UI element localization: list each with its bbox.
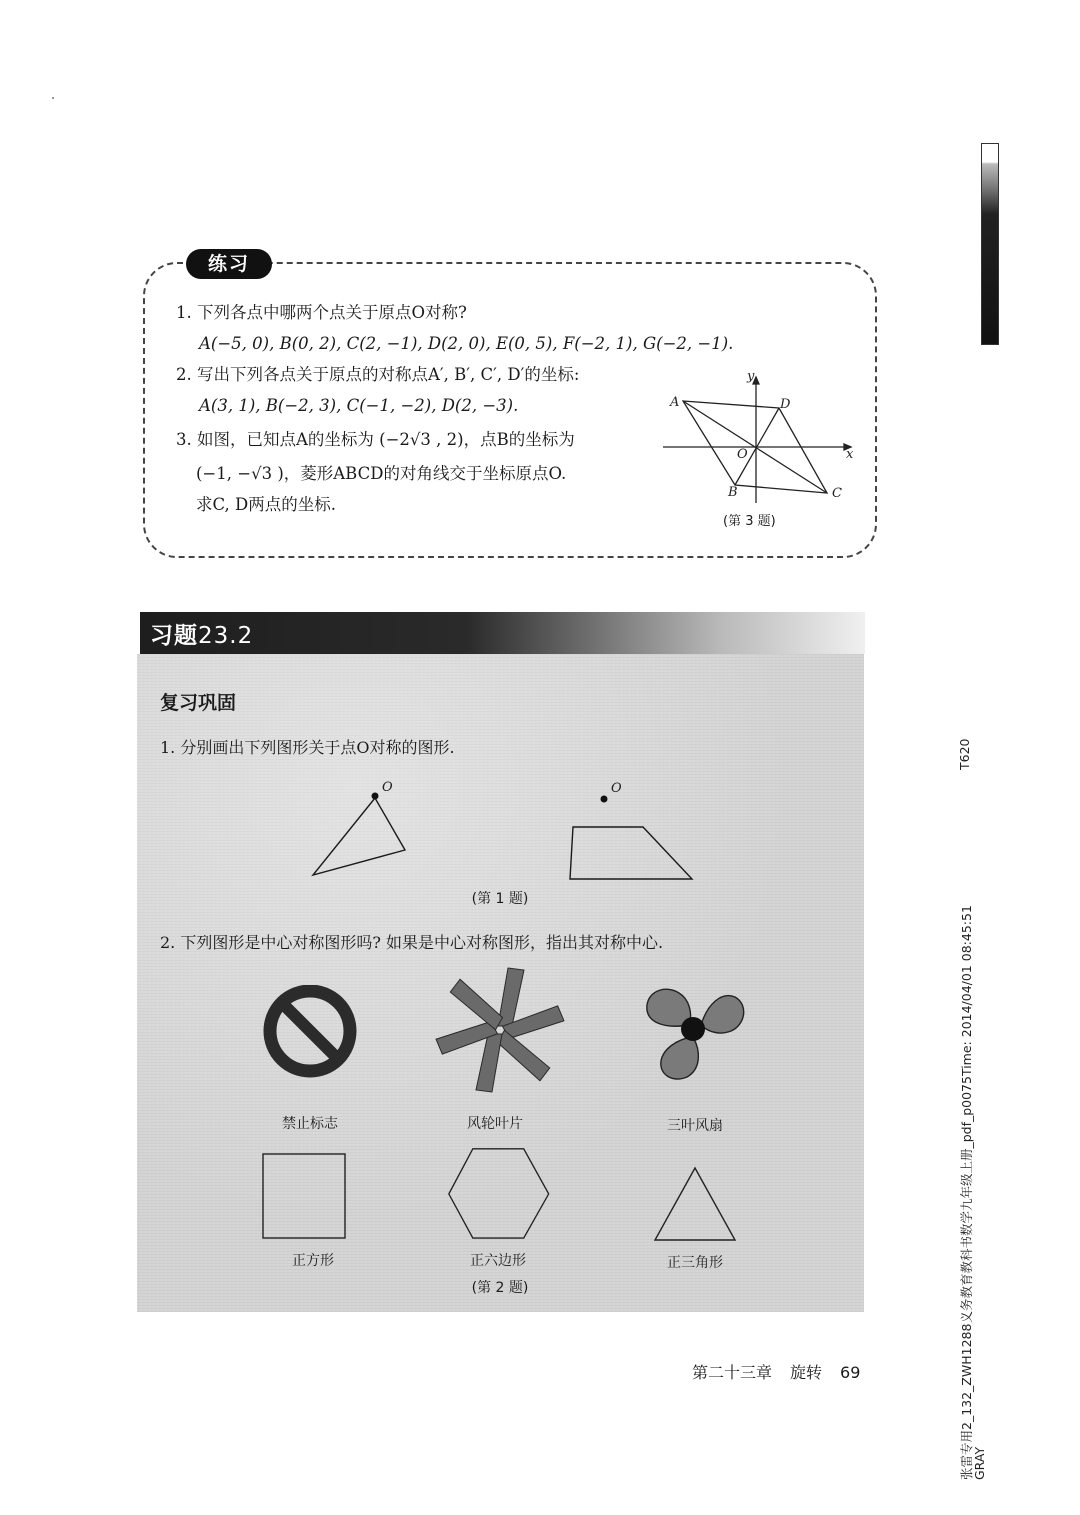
figure-label-hexagon: 正六边形 <box>470 1253 526 1269</box>
figure-label-windmill: 风轮叶片 <box>467 1116 523 1132</box>
q1-figures <box>300 775 720 885</box>
label-o-right: O <box>611 781 622 796</box>
q1-caption: (第 1 题) <box>471 891 529 907</box>
label-x: x <box>846 447 854 462</box>
practice-q2-text: 写出下列各点关于原点的对称点A′, B′, C′, D′的坐标: <box>197 365 580 384</box>
page-footer <box>692 1360 860 1383</box>
scan-speck <box>52 97 54 99</box>
three-blade-fan-icon <box>635 985 755 1085</box>
practice-q1-number: 1. <box>176 303 192 322</box>
footer-chapter-title: 旋转 <box>790 1363 823 1382</box>
label-b: B <box>728 485 738 500</box>
exercise-title-prefix: 习题 <box>150 623 198 649</box>
practice-q3-number: 3. <box>176 430 192 449</box>
practice-q3 <box>176 428 575 452</box>
figure-label-prohibition: 禁止标志 <box>282 1116 338 1132</box>
label-y: y <box>747 369 755 384</box>
point-o-right <box>601 796 608 803</box>
practice-q1-points: A(−5, 0), B(0, 2), C(2, −1), D(2, 0), E(0, 5), F(−2, 1), G(−2, −1). <box>199 334 734 353</box>
exercise-q2-text: 2. 下列图形是中心对称图形吗? 如果是中心对称图形，指出其对称中心. <box>160 933 664 952</box>
page-number: 69 <box>840 1363 861 1382</box>
rhombus-coordinate-figure <box>655 365 865 515</box>
label-a: A <box>670 395 680 410</box>
practice-q3-line1: 如图，已知点A的坐标为 (−2√3 , 2)，点B的坐标为 <box>197 430 575 449</box>
figure-label-triangle: 正三角形 <box>667 1255 723 1271</box>
practice-q3-line2: (−1, −√3 )，菱形ABCD的对角线交于坐标原点O. <box>196 464 567 483</box>
figure3-caption: (第 3 题) <box>723 514 776 529</box>
gray-calibration-strip <box>981 143 999 345</box>
point-o-left <box>372 793 379 800</box>
side-code: T620 <box>957 738 972 770</box>
practice-tag: 练习 <box>186 249 272 279</box>
label-o: O <box>737 447 748 462</box>
exercise-title-number: 23.2 <box>198 623 254 649</box>
practice-q2 <box>176 363 579 387</box>
square-icon <box>255 1148 355 1243</box>
practice-q1-text: 下列各点中哪两个点关于原点O对称? <box>197 303 467 322</box>
figure-label-square: 正方形 <box>292 1253 334 1269</box>
windmill-blades-icon <box>430 960 570 1100</box>
exercise-title <box>150 617 253 650</box>
triangle-figure <box>313 798 405 875</box>
side-file-info: 张雷专用2_132_ZWH1288义务教育教科书数学九年级上册_pdf_p0075Time: 2014/04/01 08:45:51 <box>959 905 974 1480</box>
exercise-q1-text: 1. 分别画出下列图形关于点O对称的图形. <box>160 738 455 757</box>
side-mode: GRAY <box>972 1446 987 1480</box>
footer-chapter: 第二十三章 <box>692 1363 773 1382</box>
hexagon-icon <box>445 1145 555 1245</box>
practice-q2-points: A(3, 1), B(−2, 3), C(−1, −2), D(2, −3). <box>199 396 519 415</box>
trapezoid-figure <box>570 827 692 879</box>
figure-label-fan: 三叶风扇 <box>667 1118 723 1134</box>
prohibition-sign-icon <box>260 985 360 1085</box>
label-c: C <box>832 486 842 501</box>
practice-q2-number: 2. <box>176 365 192 384</box>
label-d: D <box>780 397 791 412</box>
practice-q3-line3: 求C, D两点的坐标. <box>196 495 337 514</box>
section-heading: 复习巩固 <box>160 692 237 714</box>
triangle-icon <box>650 1165 740 1245</box>
label-o-left: O <box>382 780 393 795</box>
practice-q1 <box>176 301 467 325</box>
q2-caption: (第 2 题) <box>471 1280 529 1296</box>
